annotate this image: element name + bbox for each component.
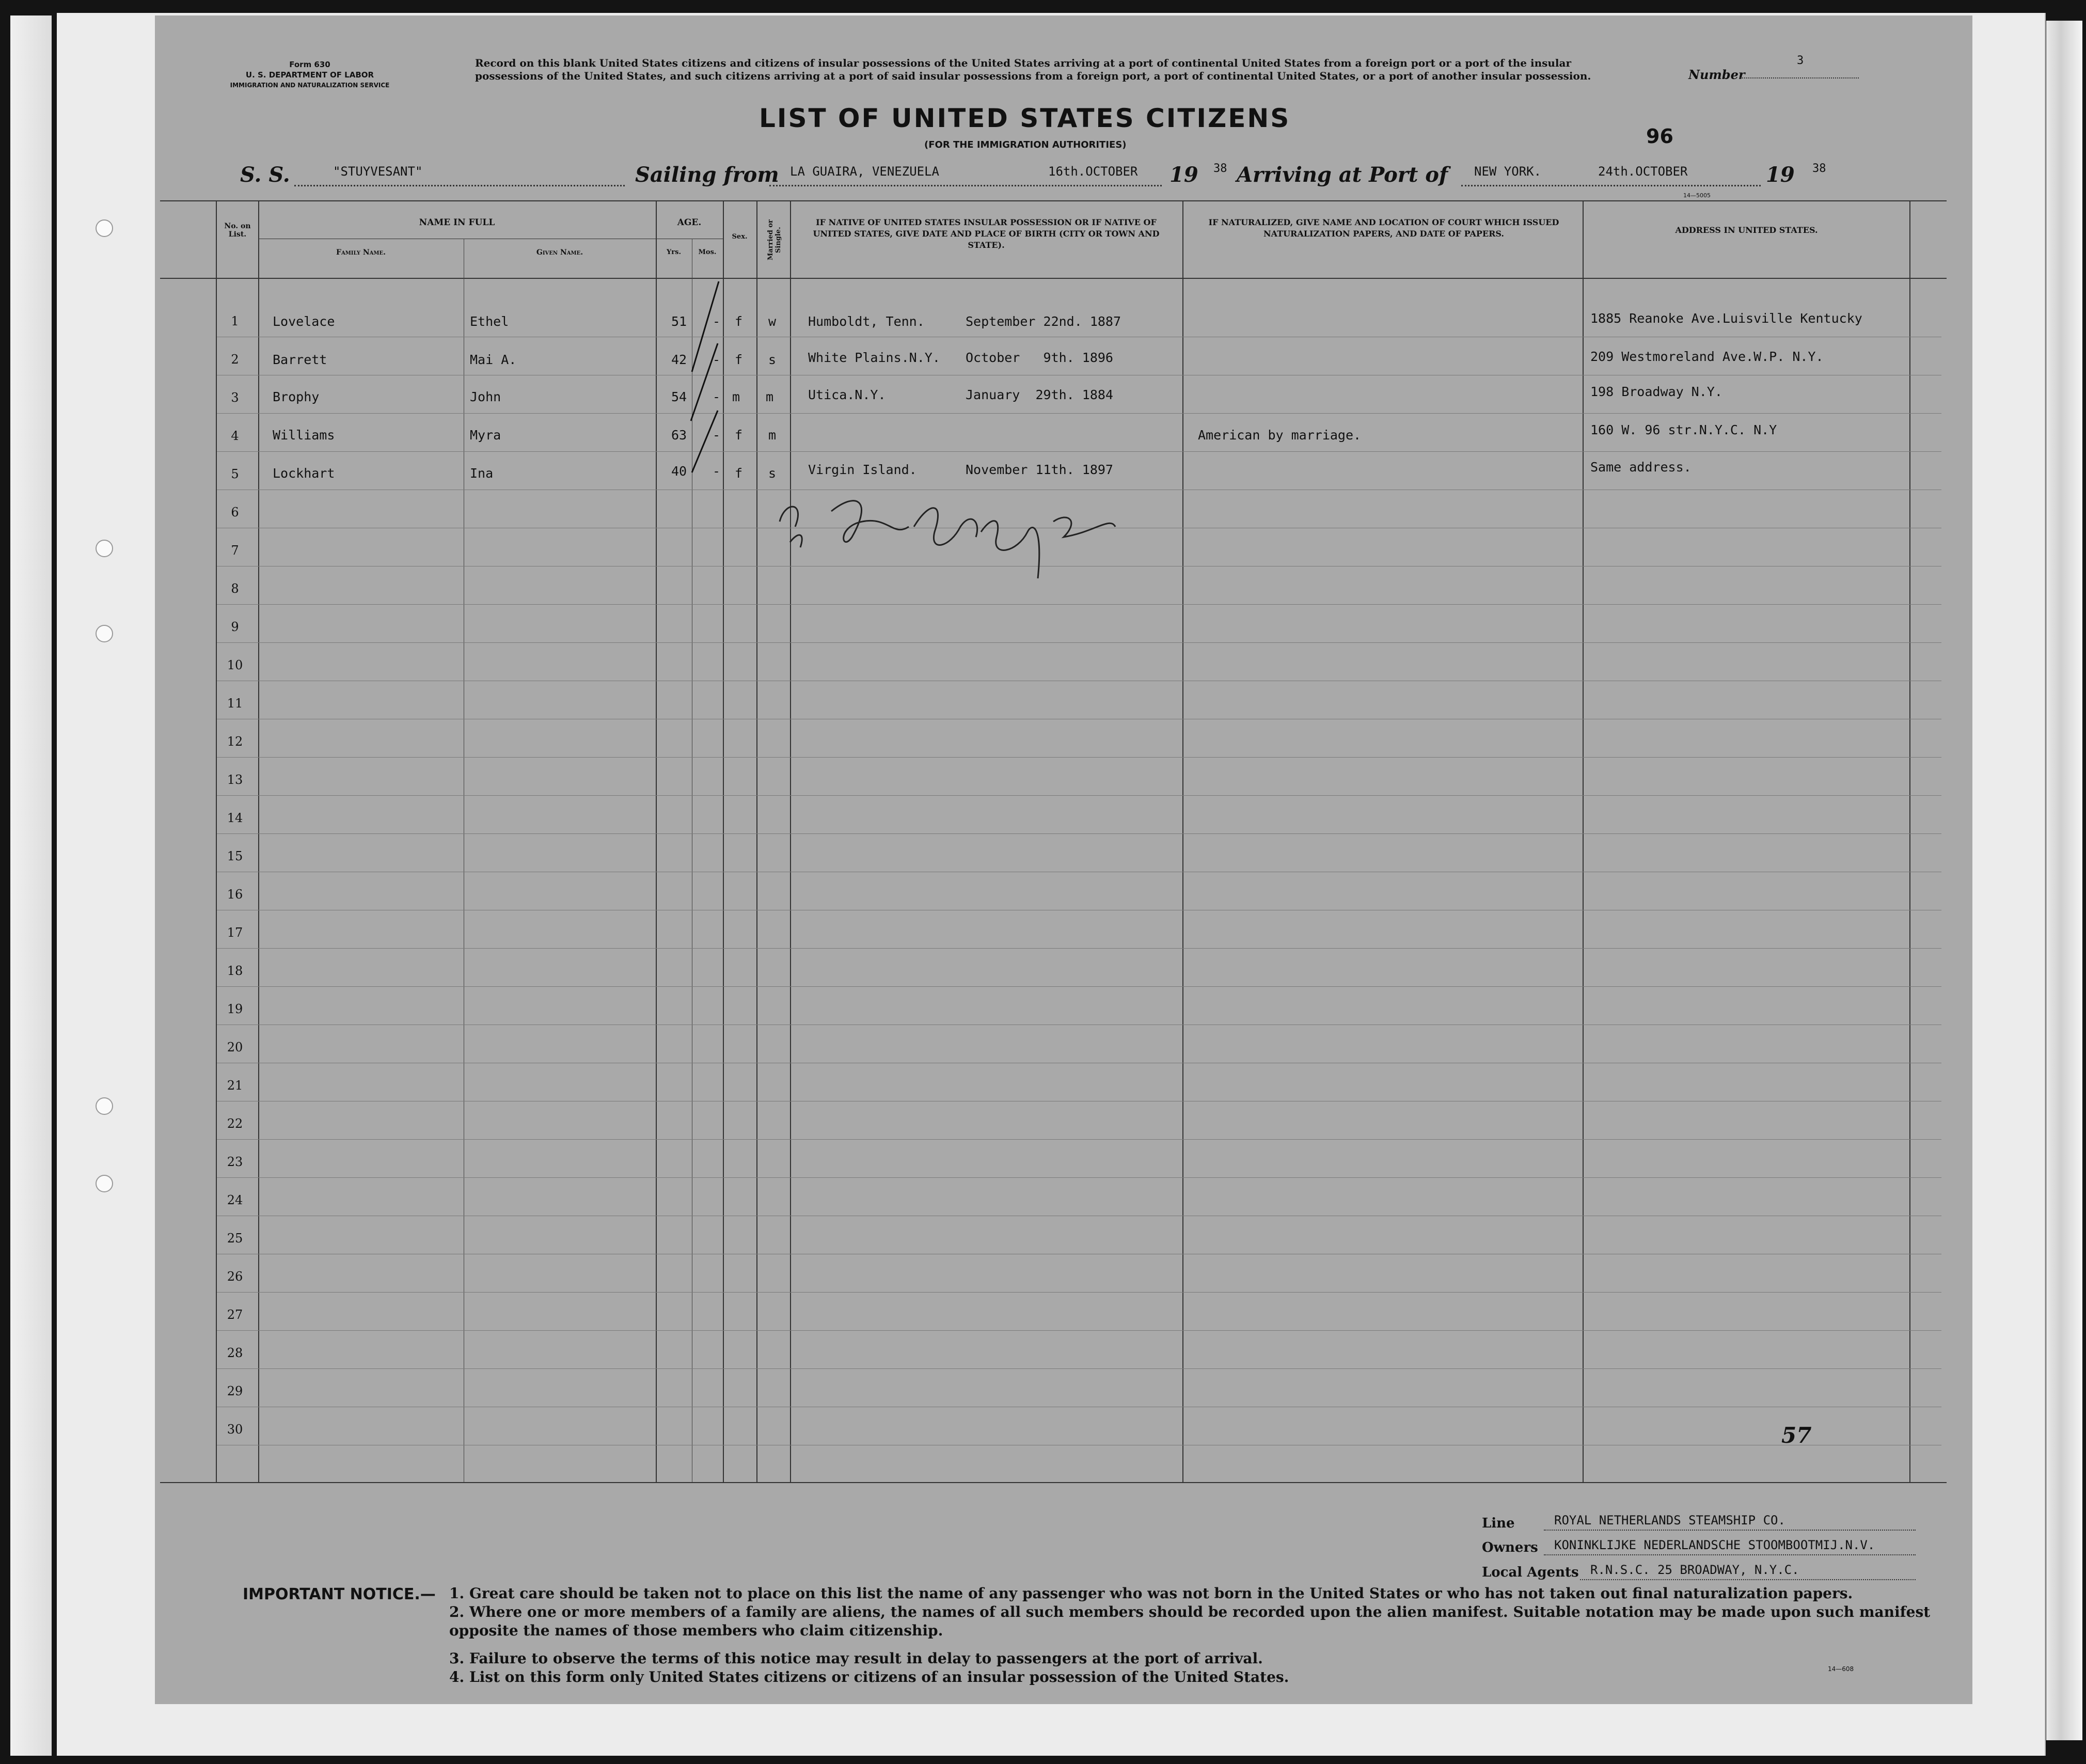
inspector-signature xyxy=(775,480,1126,584)
row-number: 20 xyxy=(227,1040,243,1054)
punch-hole xyxy=(96,1097,113,1115)
given-name: John xyxy=(470,389,501,404)
col-sex: Sex. xyxy=(732,233,748,241)
row-number: 25 xyxy=(227,1231,243,1246)
sex: f xyxy=(735,466,743,481)
col-divider xyxy=(1583,200,1584,1482)
row-number: 2 xyxy=(231,352,239,367)
form-number: Form 630 xyxy=(289,60,330,69)
age-years: 42 xyxy=(671,352,687,367)
family-name: Williams xyxy=(273,428,335,443)
row-rule xyxy=(217,1330,1941,1331)
sailing-from-port: LA GUAIRA, VENEZUELA xyxy=(790,164,939,179)
us-address: 1885 Reanoke Ave.Luisville Kentucky xyxy=(1590,311,1862,326)
notice-item: 2. Where one or more members of a family are aliens, the names of all such members should be recorded upon the alien manifest. Suitable notation may be made upon such manifest opposite the names of those members who claim citizenship. xyxy=(449,1603,1931,1639)
col-age: AGE. xyxy=(677,217,702,228)
local-agents-value: R.N.S.C. 25 BROADWAY, N.Y.C. xyxy=(1590,1563,1799,1577)
local-agents-label: Local Agents xyxy=(1482,1565,1579,1580)
col-divider xyxy=(756,200,757,1482)
row-number: 6 xyxy=(231,505,239,519)
marital-status: m xyxy=(766,389,774,404)
line-label: Line xyxy=(1482,1516,1515,1531)
col-divider xyxy=(216,200,217,1482)
ss-label: S. S. xyxy=(240,163,290,187)
line-value: ROYAL NETHERLANDS STEAMSHIP CO. xyxy=(1554,1513,1785,1527)
row-number: 9 xyxy=(231,620,239,634)
marital-status: s xyxy=(768,466,777,481)
arriving-label: Arriving at Port of xyxy=(1237,163,1448,187)
birth-date: September 22nd. 1887 xyxy=(966,314,1121,329)
sex: f xyxy=(735,314,743,329)
age-years: 63 xyxy=(671,428,687,443)
punch-hole xyxy=(96,219,113,237)
birth-place: Humboldt, Tenn. xyxy=(808,314,925,329)
birth-place: Utica.N.Y. xyxy=(808,387,886,402)
year-1: 38 xyxy=(1213,162,1227,175)
col-no-on-list: No. on List. xyxy=(224,222,251,239)
row-rule xyxy=(217,642,1941,643)
row-number: 13 xyxy=(227,773,243,787)
number-label: Number xyxy=(1688,67,1745,82)
col-married-or-single: Married or Single. xyxy=(767,219,782,261)
naturalization: American by marriage. xyxy=(1198,428,1362,443)
row-number: 24 xyxy=(227,1193,243,1207)
age-months: - xyxy=(713,352,721,367)
sex: f xyxy=(735,428,743,443)
age-months: - xyxy=(713,428,721,443)
col-family-name: Family Name. xyxy=(336,248,386,257)
year-2: 38 xyxy=(1812,162,1826,175)
row-number: 23 xyxy=(227,1155,243,1169)
document-title: LIST OF UNITED STATES CITIZENS xyxy=(759,103,1291,133)
check-marks xyxy=(687,271,733,488)
sailing-from-label: Sailing from xyxy=(635,163,779,187)
family-name: Lovelace xyxy=(273,314,335,329)
punch-hole xyxy=(96,1175,113,1192)
row-number: 28 xyxy=(227,1346,243,1360)
row-number: 16 xyxy=(227,887,243,902)
year-prefix-2: 19 xyxy=(1766,163,1795,187)
notice-item: 4. List on this form only United States citizens or citizens of an insular possession of the United States. xyxy=(449,1668,1289,1686)
binder-edge xyxy=(10,15,52,1756)
col-address: ADDRESS IN UNITED STATES. xyxy=(1675,225,1818,235)
row-number: 21 xyxy=(227,1078,243,1093)
given-name: Myra xyxy=(470,428,501,443)
sailing-date: 16th.OCTOBER xyxy=(1048,164,1138,179)
row-rule xyxy=(217,1292,1941,1293)
row-number: 22 xyxy=(227,1116,243,1131)
row-number: 30 xyxy=(227,1422,243,1437)
us-address: 160 W. 96 str.N.Y.C. N.Y xyxy=(1590,422,1777,437)
col-mos: Mos. xyxy=(698,248,717,256)
underlying-sheet-edge xyxy=(2045,21,2082,1740)
age-months: - xyxy=(713,389,721,404)
punch-hole xyxy=(96,625,113,642)
notice-item: 3. Failure to observe the terms of this notice may result in delay to passengers at the port of arrival. xyxy=(449,1650,1263,1667)
family-name: Barrett xyxy=(273,352,327,367)
col-divider xyxy=(1182,200,1183,1482)
col-given-name: Given Name. xyxy=(536,248,583,257)
form-area xyxy=(155,15,1972,1704)
row-rule xyxy=(217,413,1941,414)
sex: f xyxy=(735,352,743,367)
age-months: - xyxy=(713,314,721,329)
col-naturalized: IF NATURALIZED, GIVE NAME AND LOCATION OF COURT WHICH ISSUED NATURALIZATION PAPERS, AND DATE OF PAPERS. xyxy=(1208,217,1559,239)
department-name: U. S. DEPARTMENT OF LABOR xyxy=(245,70,374,80)
row-rule xyxy=(217,604,1941,605)
owners-label: Owners xyxy=(1482,1540,1538,1555)
row-rule xyxy=(217,1368,1941,1369)
row-number: 8 xyxy=(231,581,239,596)
punch-hole xyxy=(96,540,113,557)
birth-place: Virgin Island. xyxy=(808,462,917,477)
important-notice-heading: IMPORTANT NOTICE.— xyxy=(243,1585,436,1603)
row-number: 1 xyxy=(231,314,239,328)
row-number: 7 xyxy=(231,543,239,558)
row-number: 14 xyxy=(227,811,243,825)
record-instructions: Record on this blank United States citizens and citizens of insular possessions of the United States arriving at a port of continental United States from a foreign port or a port of the insular possessions of the United States, and such citizens arriving at a port of said insular possessions from a foreign port, a port of continental United States, or a port of another insular possession. xyxy=(475,57,1591,82)
arriving-line xyxy=(1461,185,1761,186)
total-annotation: 57 xyxy=(1781,1423,1812,1448)
check-mark-stroke xyxy=(692,281,719,372)
line-underline xyxy=(1544,1530,1916,1531)
row-number: 27 xyxy=(227,1308,243,1322)
sex: m xyxy=(732,389,740,404)
number-value: 3 xyxy=(1797,54,1804,67)
birth-date: October 9th. 1896 xyxy=(966,350,1113,365)
row-number: 12 xyxy=(227,734,243,749)
given-name: Mai A. xyxy=(470,352,517,367)
row-number: 4 xyxy=(231,429,239,443)
marital-status: w xyxy=(768,314,777,329)
row-number: 15 xyxy=(227,849,243,863)
local-agents-underline xyxy=(1580,1579,1916,1580)
table-header-border xyxy=(160,278,1947,279)
row-number: 29 xyxy=(227,1384,243,1398)
ship-name: "STUYVESANT" xyxy=(333,164,423,179)
row-rule xyxy=(217,451,1941,452)
footer-form-code: 14—608 xyxy=(1828,1665,1854,1673)
row-number: 11 xyxy=(227,696,243,711)
birth-date: January 29th. 1884 xyxy=(966,387,1113,402)
sailing-line xyxy=(769,185,1162,186)
row-rule xyxy=(217,757,1941,758)
row-number: 19 xyxy=(227,1002,243,1016)
table-top-border xyxy=(160,200,1947,201)
check-mark-stroke xyxy=(692,411,721,472)
service-name: IMMIGRATION AND NATURALIZATION SERVICE xyxy=(230,82,390,89)
us-address: 198 Broadway N.Y. xyxy=(1590,384,1722,399)
row-number: 26 xyxy=(227,1269,243,1284)
age-months: - xyxy=(713,464,721,479)
arriving-date: 24th.OCTOBER xyxy=(1598,164,1688,179)
row-rule xyxy=(217,795,1941,796)
sheet-number: 96 xyxy=(1646,125,1673,148)
marital-status: m xyxy=(768,428,777,443)
marital-status: s xyxy=(768,352,777,367)
owners-value: KONINKLIJKE NEDERLANDSCHE STOOMBOOTMIJ.N.V. xyxy=(1554,1538,1875,1552)
row-number: 3 xyxy=(231,390,239,405)
us-address: 209 Westmoreland Ave.W.P. N.Y. xyxy=(1590,349,1824,364)
col-divider xyxy=(790,200,791,1482)
given-name: Ethel xyxy=(470,314,509,329)
row-number: 18 xyxy=(227,964,243,978)
printer-code: 14—5005 xyxy=(1683,192,1711,199)
family-name: Brophy xyxy=(273,389,320,404)
row-number: 10 xyxy=(227,658,243,672)
notice-item: 1. Great care should be taken not to place on this list the name of any passenger who was not born in the United States or who has not taken out final naturalization papers. xyxy=(449,1585,1853,1602)
form-identifier xyxy=(217,59,403,90)
year-prefix-1: 19 xyxy=(1170,163,1198,187)
col-divider xyxy=(1909,200,1910,1482)
row-number: 17 xyxy=(227,925,243,940)
col-divider xyxy=(656,200,657,1482)
family-name: Lockhart xyxy=(273,466,335,481)
col-yrs: Yrs. xyxy=(667,248,681,256)
row-rule xyxy=(217,948,1941,949)
owners-underline xyxy=(1544,1554,1916,1555)
row-number: 5 xyxy=(231,467,239,481)
us-address: Same address. xyxy=(1590,460,1692,475)
row-rule xyxy=(217,1139,1941,1140)
ship-name-line xyxy=(294,185,625,186)
birth-place: White Plains.N.Y. xyxy=(808,350,940,365)
row-rule xyxy=(217,1177,1941,1178)
row-rule xyxy=(217,986,1941,987)
row-rule xyxy=(217,833,1941,834)
arriving-port: NEW YORK. xyxy=(1474,164,1542,179)
age-years: 40 xyxy=(671,464,687,479)
given-name: Ina xyxy=(470,466,494,481)
col-divider xyxy=(258,200,259,1482)
document-subtitle: (FOR THE IMMIGRATION AUTHORITIES) xyxy=(924,139,1127,150)
check-mark-stroke xyxy=(691,343,721,421)
number-line xyxy=(1740,77,1859,78)
col-name-in-full: NAME IN FULL xyxy=(419,217,495,228)
age-years: 54 xyxy=(671,389,687,404)
age-years: 51 xyxy=(671,314,687,329)
col-birth: IF NATIVE OF UNITED STATES INSULAR POSSESSION OR IF NATIVE OF UNITED STATES, GIVE DATE AND PLACE OF BIRTH (CITY OR TOWN AND STATE). xyxy=(813,217,1160,250)
birth-date: November 11th. 1897 xyxy=(966,462,1113,477)
table-bottom-border xyxy=(160,1482,1947,1483)
